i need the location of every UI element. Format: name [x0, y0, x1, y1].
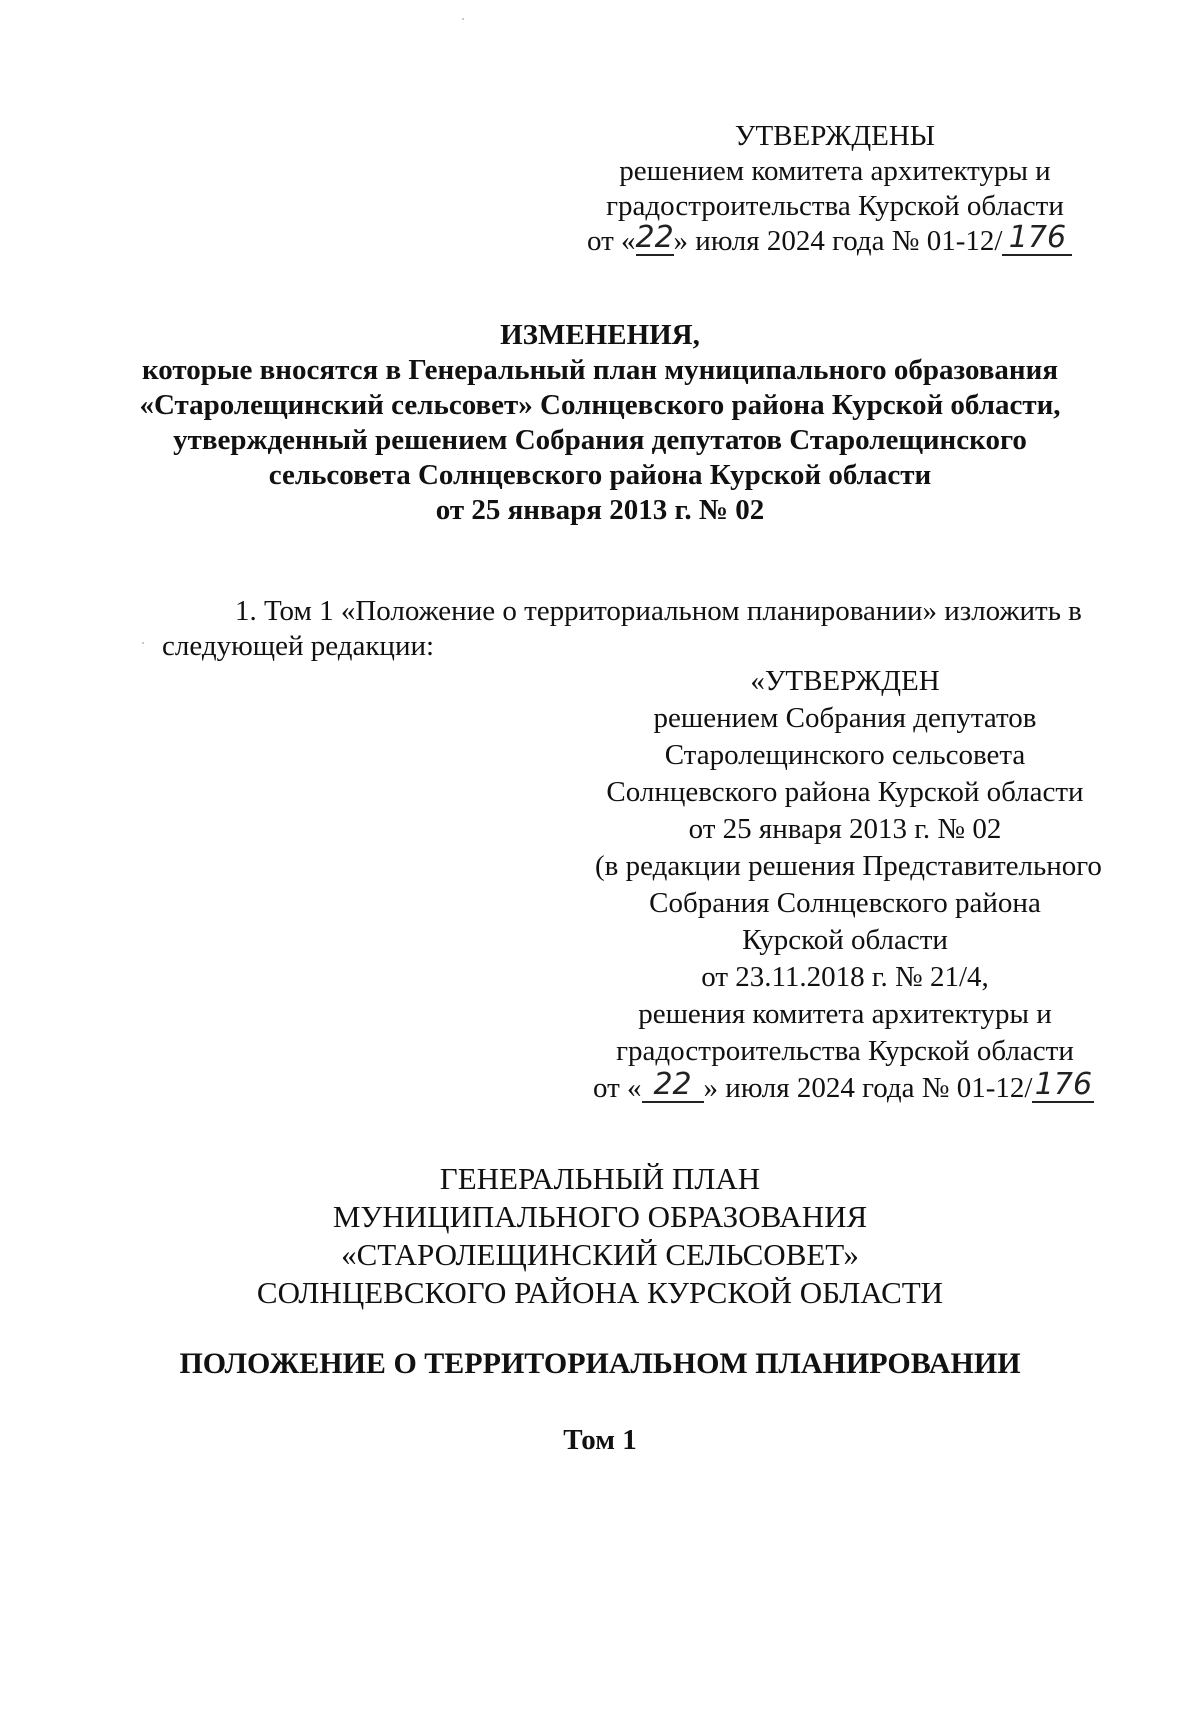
paragraph-line-1: 1. Том 1 «Положение о территориальном планировании» изложить в: [235, 595, 1082, 627]
handwritten-number: 176: [1034, 1067, 1093, 1102]
quoted-approval-line: от 25 января 2013 г. № 02: [688, 813, 1002, 845]
approval-date-prefix: от «: [587, 225, 636, 257]
quoted-approval-line: градостроительства Курской области: [616, 1035, 1074, 1067]
changes-title: ИЗМЕНЕНИЯ,: [500, 319, 700, 351]
quoted-day-slot: [642, 1067, 704, 1103]
approval-day-slot: [635, 220, 674, 256]
approval-date-mid: » июля 2024 года № 01-12/: [673, 225, 1003, 257]
handwritten-day: 22: [635, 220, 674, 255]
quoted-approval-line: Солнцевского района Курской области: [606, 776, 1084, 808]
changes-line-1: которые вносятся в Генеральный план муниципального образования: [141, 354, 1059, 386]
changes-line-3: утвержденный решением Собрания депутатов Старолещинского: [173, 424, 1027, 456]
approval-line-1: решением комитета архитектуры и: [619, 155, 1051, 187]
section-title: ПОЛОЖЕНИЕ О ТЕРРИТОРИАЛЬНОМ ПЛАНИРОВАНИИ: [179, 1347, 1021, 1380]
approval-number-slot: [1002, 220, 1072, 256]
changes-line-5: от 25 января 2013 г. № 02: [435, 494, 765, 526]
quoted-approval-line: от 23.11.2018 г. № 21/4,: [701, 961, 989, 993]
quoted-approval-line: Собрания Солнцевского района: [649, 887, 1041, 919]
quoted-number-slot: [1032, 1067, 1094, 1103]
quoted-approval-line: Старолещинского сельсовета: [664, 739, 1026, 771]
plan-title-line-2: МУНИЦИПАЛЬНОГО ОБРАЗОВАНИЯ: [332, 1199, 868, 1234]
paragraph-line-2: следующей редакции:: [162, 630, 435, 662]
plan-title-line-4: СОЛНЦЕВСКОГО РАЙОНА КУРСКОЙ ОБЛАСТИ: [256, 1275, 944, 1310]
approval-date-line: [587, 220, 1072, 258]
quoted-date-mid: » июля 2024 года № 01-12/: [703, 1072, 1033, 1104]
handwritten-number: 176: [1008, 220, 1067, 255]
quoted-approval-line: Курской области: [742, 924, 948, 956]
quoted-approval-line: решения комитета архитектуры и: [638, 998, 1052, 1030]
quoted-approval-date-line: [593, 1067, 1094, 1105]
approval-title: УТВЕРЖДЕНЫ: [734, 120, 936, 152]
approval-line-2: градостроительства Курской области: [606, 190, 1064, 222]
changes-line-2: «Старолещинский сельсовет» Солнцевского района Курской области,: [139, 389, 1061, 421]
volume-label: Том 1: [563, 1424, 637, 1456]
quoted-date-prefix: от «: [593, 1072, 642, 1104]
quoted-approval-title: «УТВЕРЖДЕН: [750, 665, 940, 697]
plan-title-line-3: «СТАРОЛЕЩИНСКИЙ СЕЛЬСОВЕТ»: [341, 1237, 859, 1272]
quoted-approval-line: решением Собрания депутатов: [653, 702, 1037, 734]
scan-speck: [142, 642, 144, 644]
handwritten-day: 22: [653, 1067, 692, 1102]
scan-speck: [462, 18, 464, 20]
plan-title-line-1: ГЕНЕРАЛЬНЫЙ ПЛАН: [439, 1161, 761, 1196]
quoted-approval-line: (в редакции решения Представительного: [595, 850, 1102, 882]
changes-line-4: сельсовета Солнцевского района Курской области: [268, 459, 932, 491]
